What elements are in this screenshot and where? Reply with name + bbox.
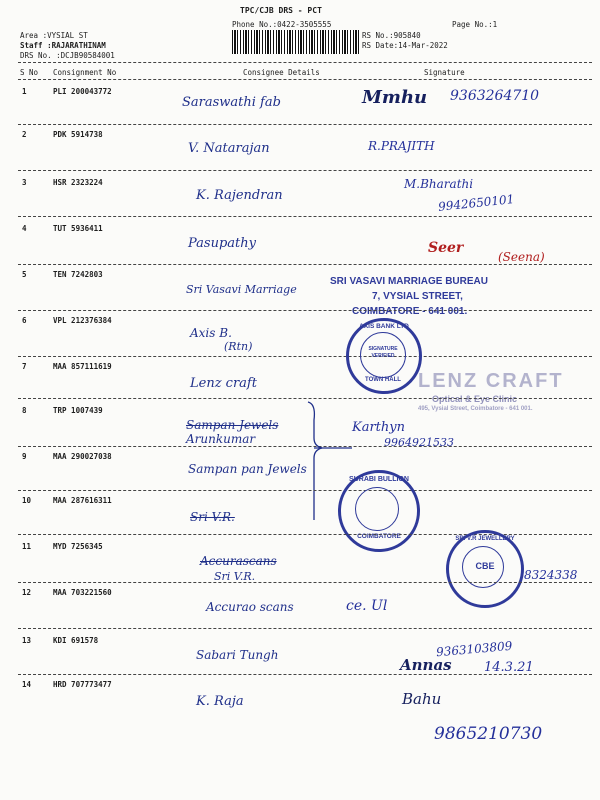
row-phone: 8324338: [524, 568, 578, 582]
row-phone: 9363103809: [435, 638, 513, 660]
row-consignee: Accurascans: [200, 554, 277, 568]
phone-number: Phone No.:0422-3505555: [232, 20, 332, 29]
row-rule: [18, 490, 592, 491]
row-phone: (Seena): [498, 250, 545, 264]
rs-date: RS Date:14-Mar-2022: [362, 41, 448, 50]
col-signature: Signature: [424, 68, 465, 77]
row-sno: 9: [22, 452, 27, 461]
row-sno: 12: [22, 588, 32, 597]
row-consignment: MAA 287616311: [53, 496, 112, 505]
row-consignment: TEN 7242803: [53, 270, 103, 279]
row-consignee: Saraswathi fab: [182, 95, 281, 110]
axis-stamp-outer: AXIS BANK LTD: [359, 323, 409, 330]
row-consignment: TRP 1007439: [53, 406, 103, 415]
row-sno: 11: [22, 542, 32, 551]
row-consignment: MAA 857111619: [53, 362, 112, 371]
col-consignment: Consignment No: [53, 68, 117, 77]
row-consignee: K. Raja: [196, 694, 244, 709]
header-rule-top: [18, 62, 592, 63]
axis-stamp-inner: SIGNATURE VERIFIED: [368, 346, 398, 359]
vasavi-stamp-line3: COIMBATORE - 641 001.: [352, 306, 468, 317]
row-consignment: HRD 707773477: [53, 680, 112, 689]
row-consignee: Sri V.R.: [190, 510, 235, 524]
row-consignee-note: Sri V.R.: [214, 570, 256, 583]
row-sno: 13: [22, 636, 32, 645]
row-sno: 8: [22, 406, 27, 415]
row-sno: 4: [22, 224, 27, 233]
row-signature: Bahu: [402, 690, 442, 708]
row-phone: 9363264710: [450, 88, 540, 104]
row-signature: R.PRAJITH: [368, 139, 435, 153]
area-label: Area :VYSIAL ST: [20, 31, 88, 40]
row-consignee: Sabari Tungh: [196, 648, 279, 662]
row-rule: [18, 356, 592, 357]
row-sno: 10: [22, 496, 32, 505]
row-rule: [18, 310, 592, 311]
row-consignee: V. Natarajan: [188, 141, 270, 156]
lenz-stamp-address: 495, Vysial Street, Coimbatore - 641 001.: [418, 406, 533, 412]
row-consignment: PLI 200043772: [53, 87, 112, 96]
row-rule: [18, 398, 592, 399]
row-sno: 3: [22, 178, 27, 187]
row-sno: 14: [22, 680, 32, 689]
row-sno: 1: [22, 87, 27, 96]
row-date-note: 14.3.21: [484, 660, 534, 675]
row-consignee: Accurao scans: [206, 600, 294, 614]
row-sno: 2: [22, 130, 27, 139]
row-consignment: MAA 703221560: [53, 588, 112, 597]
row-consignee-note: Arunkumar: [186, 432, 256, 446]
axis-stamp-bottom: TOWN HALL: [365, 377, 401, 383]
row-signature: Mmhu: [362, 87, 428, 108]
row-consignment: VPL 212376384: [53, 316, 112, 325]
header-rule-bottom: [18, 79, 592, 80]
row-signature: Annas: [400, 656, 452, 674]
row-signature: ce. Ul: [346, 598, 388, 614]
barcode: [232, 30, 360, 54]
row-consignment: PDK 5914738: [53, 130, 103, 139]
row-consignment: KDI 691578: [53, 636, 99, 645]
row-consignment: MYD 7256345: [53, 542, 103, 551]
row-consignee: Sampan Jewels: [186, 418, 279, 432]
srivr-stamp-outer: SRI V.R JEWELLERY: [455, 536, 515, 542]
vasavi-stamp-line2: 7, VYSIAL STREET,: [372, 291, 463, 302]
row-sno: 5: [22, 270, 27, 279]
row-rule: [18, 170, 592, 171]
row-rule: [18, 674, 592, 675]
row-signature: M.Bharathi: [404, 177, 474, 191]
rs-number: RS No.:905840: [362, 31, 421, 40]
row-consignment: TUT 5936411: [53, 224, 103, 233]
document-title: TPC/CJB DRS - PCT: [240, 6, 322, 15]
row-rule: [18, 124, 592, 125]
col-sno: S No: [20, 68, 39, 77]
row-consignment: HSR 2323224: [53, 178, 103, 187]
row-consignee: Sampan pan Jewels: [188, 462, 307, 476]
row-rule: [18, 534, 592, 535]
row-phone: 9942650101: [437, 192, 515, 214]
lenz-stamp-name: LENZ CRAFT: [418, 370, 564, 392]
row-consignee: Axis B.: [190, 326, 232, 340]
staff-label: Staff :RAJARATHINAM: [20, 41, 106, 50]
row-rule: [18, 628, 592, 629]
row-rule: [18, 216, 592, 217]
surabi-stamp-outer: SURABI BULLION: [349, 476, 409, 483]
row-consignee: Lenz craft: [190, 376, 257, 391]
row-rule: [18, 264, 592, 265]
col-consignee: Consignee Details: [243, 68, 320, 77]
row-consignee-note: (Rtn): [224, 340, 253, 353]
srivr-stamp-inner: CBE: [475, 561, 495, 571]
row-phone: 9865210730: [434, 724, 543, 744]
srivr-stamp: [446, 530, 524, 608]
axis-bank-stamp: [346, 318, 422, 394]
row-consignee: Sri Vasavi Marriage: [186, 283, 297, 296]
row-phone: 9964921533: [384, 436, 454, 449]
surabi-stamp-bottom: COIMBATORE: [357, 533, 401, 540]
lenz-stamp-sub: Optical & Eye Clinic: [432, 394, 518, 404]
row-consignee: K. Rajendran: [196, 188, 283, 203]
row-signature: Seer: [428, 240, 464, 256]
row-rule: [18, 582, 592, 583]
row-sno: 6: [22, 316, 27, 325]
page-number: Page No.:1: [452, 20, 498, 29]
drs-number: DRS No. :DCJB90584001: [20, 51, 115, 60]
row-consignment: MAA 290027038: [53, 452, 112, 461]
surabi-stamp: [338, 470, 420, 552]
row-consignee: Pasupathy: [188, 236, 256, 251]
vasavi-stamp-line1: SRI VASAVI MARRIAGE BUREAU: [330, 276, 488, 287]
row-signature: Karthyn: [352, 420, 405, 435]
row-sno: 7: [22, 362, 27, 371]
